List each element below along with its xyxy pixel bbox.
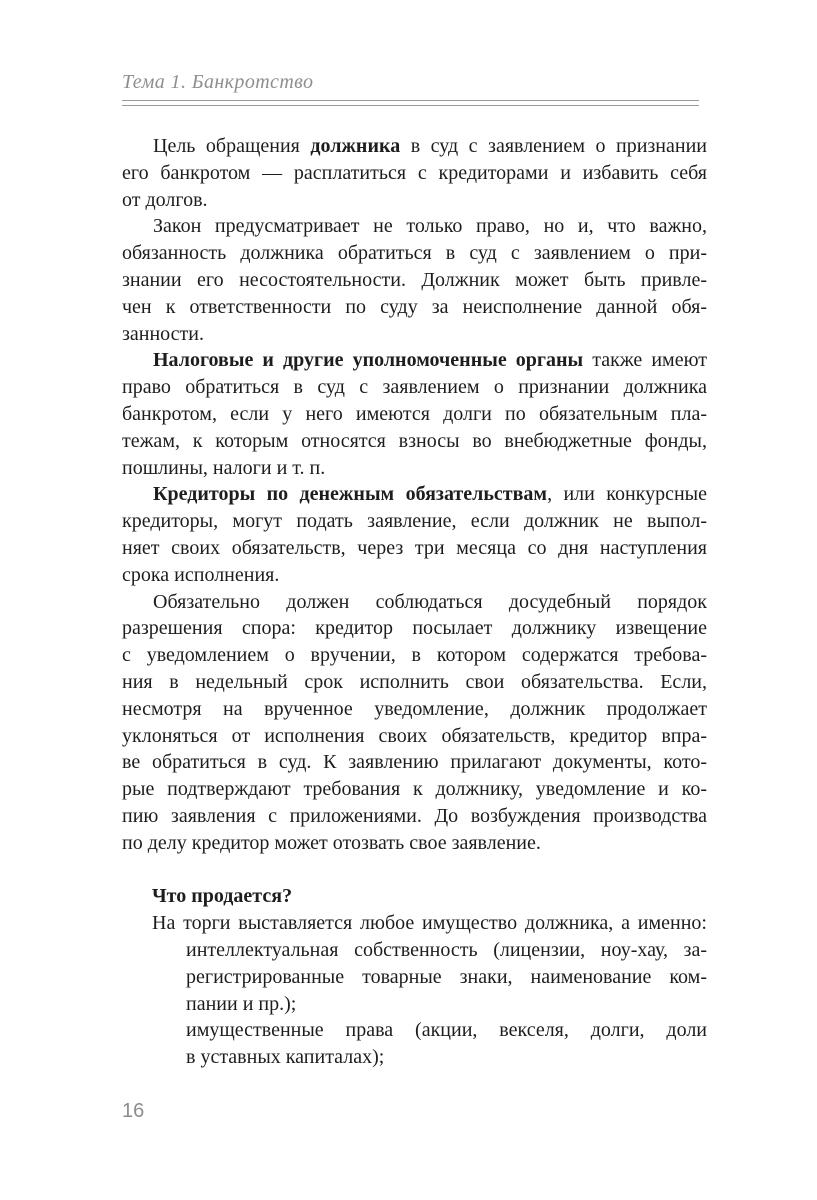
text-segment: На торги выставляется любое имущество должника, а именно: xyxy=(152,912,707,935)
bullet-item-line xyxy=(186,964,707,991)
text-segment: его банкротом — расплатиться с кредиторами и избавить себя xyxy=(122,161,707,184)
text-segment: , или конкурсные xyxy=(547,483,707,506)
paragraph-line xyxy=(122,133,707,160)
paragraph-line xyxy=(122,294,707,321)
paragraph-line xyxy=(122,642,707,669)
bullet-item-line xyxy=(186,1017,707,1044)
paragraph-line xyxy=(122,696,707,723)
paragraph-line xyxy=(122,615,707,642)
text-segment: срока исполнения. xyxy=(122,563,280,586)
paragraph-line xyxy=(122,267,707,294)
text-segment: Кредиторы по денежным обязательствам xyxy=(153,483,548,506)
text-segment: право обратиться в суд с заявлением о признании должника xyxy=(122,376,707,399)
paragraph-line xyxy=(122,160,707,187)
bullet-item-line xyxy=(186,1044,707,1071)
text-segment: пию заявления с приложениями. До возбуждения производства xyxy=(122,804,707,827)
text-segment: Налоговые и другие уполномоченные органы xyxy=(153,349,584,372)
paragraph-line xyxy=(122,830,707,857)
paragraph-line xyxy=(122,589,707,616)
paragraph-line xyxy=(122,803,707,830)
text-block xyxy=(122,133,707,1071)
paragraph-line xyxy=(122,562,707,589)
text-segment: в уставных капиталах); xyxy=(186,1046,385,1069)
text-segment: от долгов. xyxy=(122,188,208,211)
text-segment: с уведомлением о вручении, в котором содержатся требова- xyxy=(122,644,707,667)
bullet-item-line xyxy=(186,937,707,964)
text-segment: ния в недельный срок исполнить свои обязательства. Если, xyxy=(122,670,707,693)
text-segment: пании и пр.); xyxy=(186,992,297,1015)
text-segment: занности. xyxy=(122,322,205,345)
paragraph-line xyxy=(122,749,707,776)
paragraph-line xyxy=(152,910,707,937)
section-heading xyxy=(152,883,707,910)
paragraph-line xyxy=(122,374,707,401)
paragraph-line xyxy=(122,347,707,374)
paragraph-line xyxy=(122,401,707,428)
paragraph-line xyxy=(122,213,707,240)
text-segment: интеллектуальная собственность (лицензии, ноу-хау, за- xyxy=(186,938,707,961)
paragraph-line xyxy=(122,669,707,696)
text-segment: знании его несостоятельности. Должник может быть привле- xyxy=(122,268,707,291)
paragraph-line xyxy=(122,481,707,508)
bullet-item-line xyxy=(186,991,707,1018)
paragraph-line xyxy=(122,723,707,750)
text-segment: уклоняться от исполнения своих обязательств, кредитор впра- xyxy=(122,724,707,747)
paragraph-line xyxy=(122,187,707,214)
paragraph-gap xyxy=(122,857,707,884)
paragraph-line xyxy=(122,240,707,267)
header-rule xyxy=(122,100,699,106)
text-segment: няет своих обязательств, через три месяца со дня наступления xyxy=(122,536,707,559)
text-segment: регистрированные товарные знаки, наименование ком- xyxy=(186,965,707,988)
paragraph-line xyxy=(122,455,707,482)
running-header: Тема 1. Банкротство xyxy=(122,71,314,93)
paragraph-line xyxy=(122,508,707,535)
paragraph-line xyxy=(122,428,707,455)
text-segment: Цель обращения xyxy=(153,135,311,157)
text-segment: имущественные права (акции, векселя, долги, доли xyxy=(186,1019,707,1042)
text-segment: пошлины, налоги и т. п. xyxy=(122,456,326,479)
text-segment: чен к ответственности по суду за неисполнение данной обя- xyxy=(122,295,707,318)
paragraph-line xyxy=(122,321,707,348)
text-segment: также имеют xyxy=(583,349,707,372)
text-segment: рые подтверждают требования к должнику, уведомление и ко- xyxy=(122,778,707,801)
paragraph-line xyxy=(122,535,707,562)
text-segment: Что продается? xyxy=(152,885,293,908)
text-segment: должника xyxy=(310,135,401,157)
text-segment: кредиторы, могут подать заявление, если должник не выпол- xyxy=(122,510,707,533)
text-segment: в суд с заявлением о признании xyxy=(400,135,707,157)
text-segment: Закон предусматривает не только право, но и, что важно, xyxy=(153,215,707,238)
text-segment: банкротом, если у него имеются долги по обязательным пла- xyxy=(122,402,707,425)
text-segment: тежам, к которым относятся взносы во внебюджетные фонды, xyxy=(122,429,707,452)
text-segment: Обязательно должен соблюдаться досудебный порядок xyxy=(153,590,707,613)
text-segment: разрешения спора: кредитор посылает должнику извещение xyxy=(122,617,707,640)
text-segment: по делу кредитор может отозвать свое заявление. xyxy=(122,831,541,854)
paragraph-line xyxy=(122,776,707,803)
text-segment: ве обратиться в суд. К заявлению прилагают документы, кото- xyxy=(122,751,707,774)
page-number: 16 xyxy=(122,1100,145,1122)
text-segment: обязанность должника обратиться в суд с заявлением о при- xyxy=(122,242,707,265)
text-segment: несмотря на врученное уведомление, должник продолжает xyxy=(122,697,707,720)
